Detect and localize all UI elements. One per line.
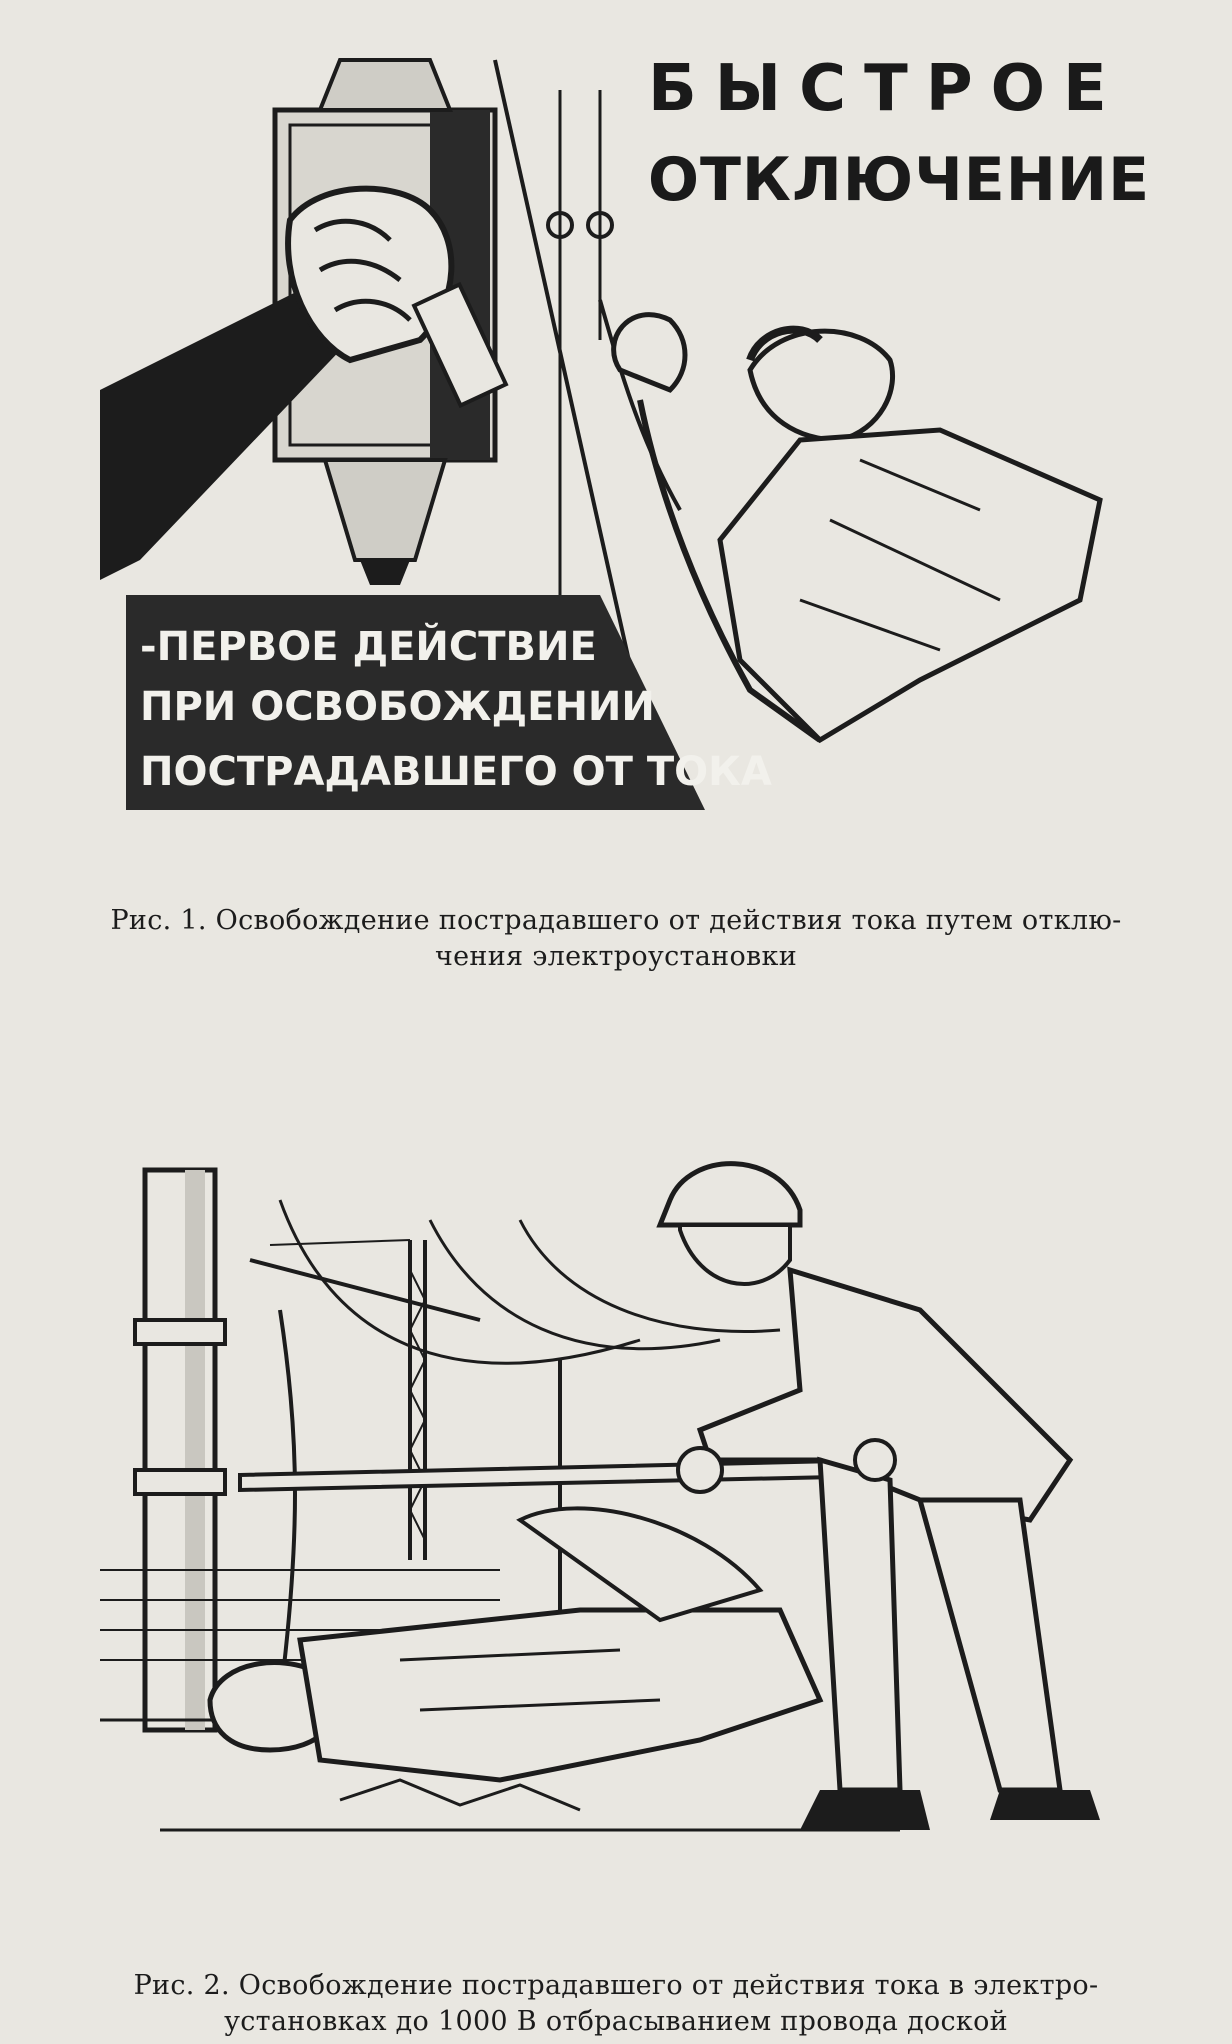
figure-1-caption (26, 903, 1206, 975)
figure-2-caption-line-2: установках до 1000 В отбрасыванием провода доской (224, 2006, 1008, 2037)
figure-2-svg (100, 1140, 1150, 1880)
poster-subtitle-line-3: ПОСТРАДАВШЕГО ОТ ТОКА (140, 749, 772, 795)
poster-title-line-1: БЫСТРОЕ (648, 52, 1125, 126)
crane-drawing (250, 1240, 480, 1560)
figure-2-illustration (100, 1140, 1150, 1880)
figure-1-svg (100, 40, 1150, 820)
poster-title-line-2: ОТКЛЮЧЕНИЕ (648, 145, 1150, 215)
victim-lying-drawing (160, 1508, 900, 1830)
figure-1-caption-line-1: Рис. 1. Освобождение пострадавшего от действия тока путем отклю- (110, 905, 1122, 936)
figure-1-illustration (100, 40, 1150, 820)
victim-holding-wire-drawing (614, 315, 1100, 740)
poster-subtitle-line-1: -ПЕРВОЕ ДЕЙСТВИЕ (140, 624, 597, 670)
figure-2-caption (26, 1968, 1206, 2040)
pole-drawing (100, 1170, 280, 1730)
figure-1-caption-line-2: чения электроустановки (434, 941, 797, 972)
figure-2-caption-line-1: Рис. 2. Освобождение пострадавшего от действия тока в электро- (133, 1970, 1099, 2001)
poster-subtitle-line-2: ПРИ ОСВОБОЖДЕНИИ (140, 684, 655, 730)
